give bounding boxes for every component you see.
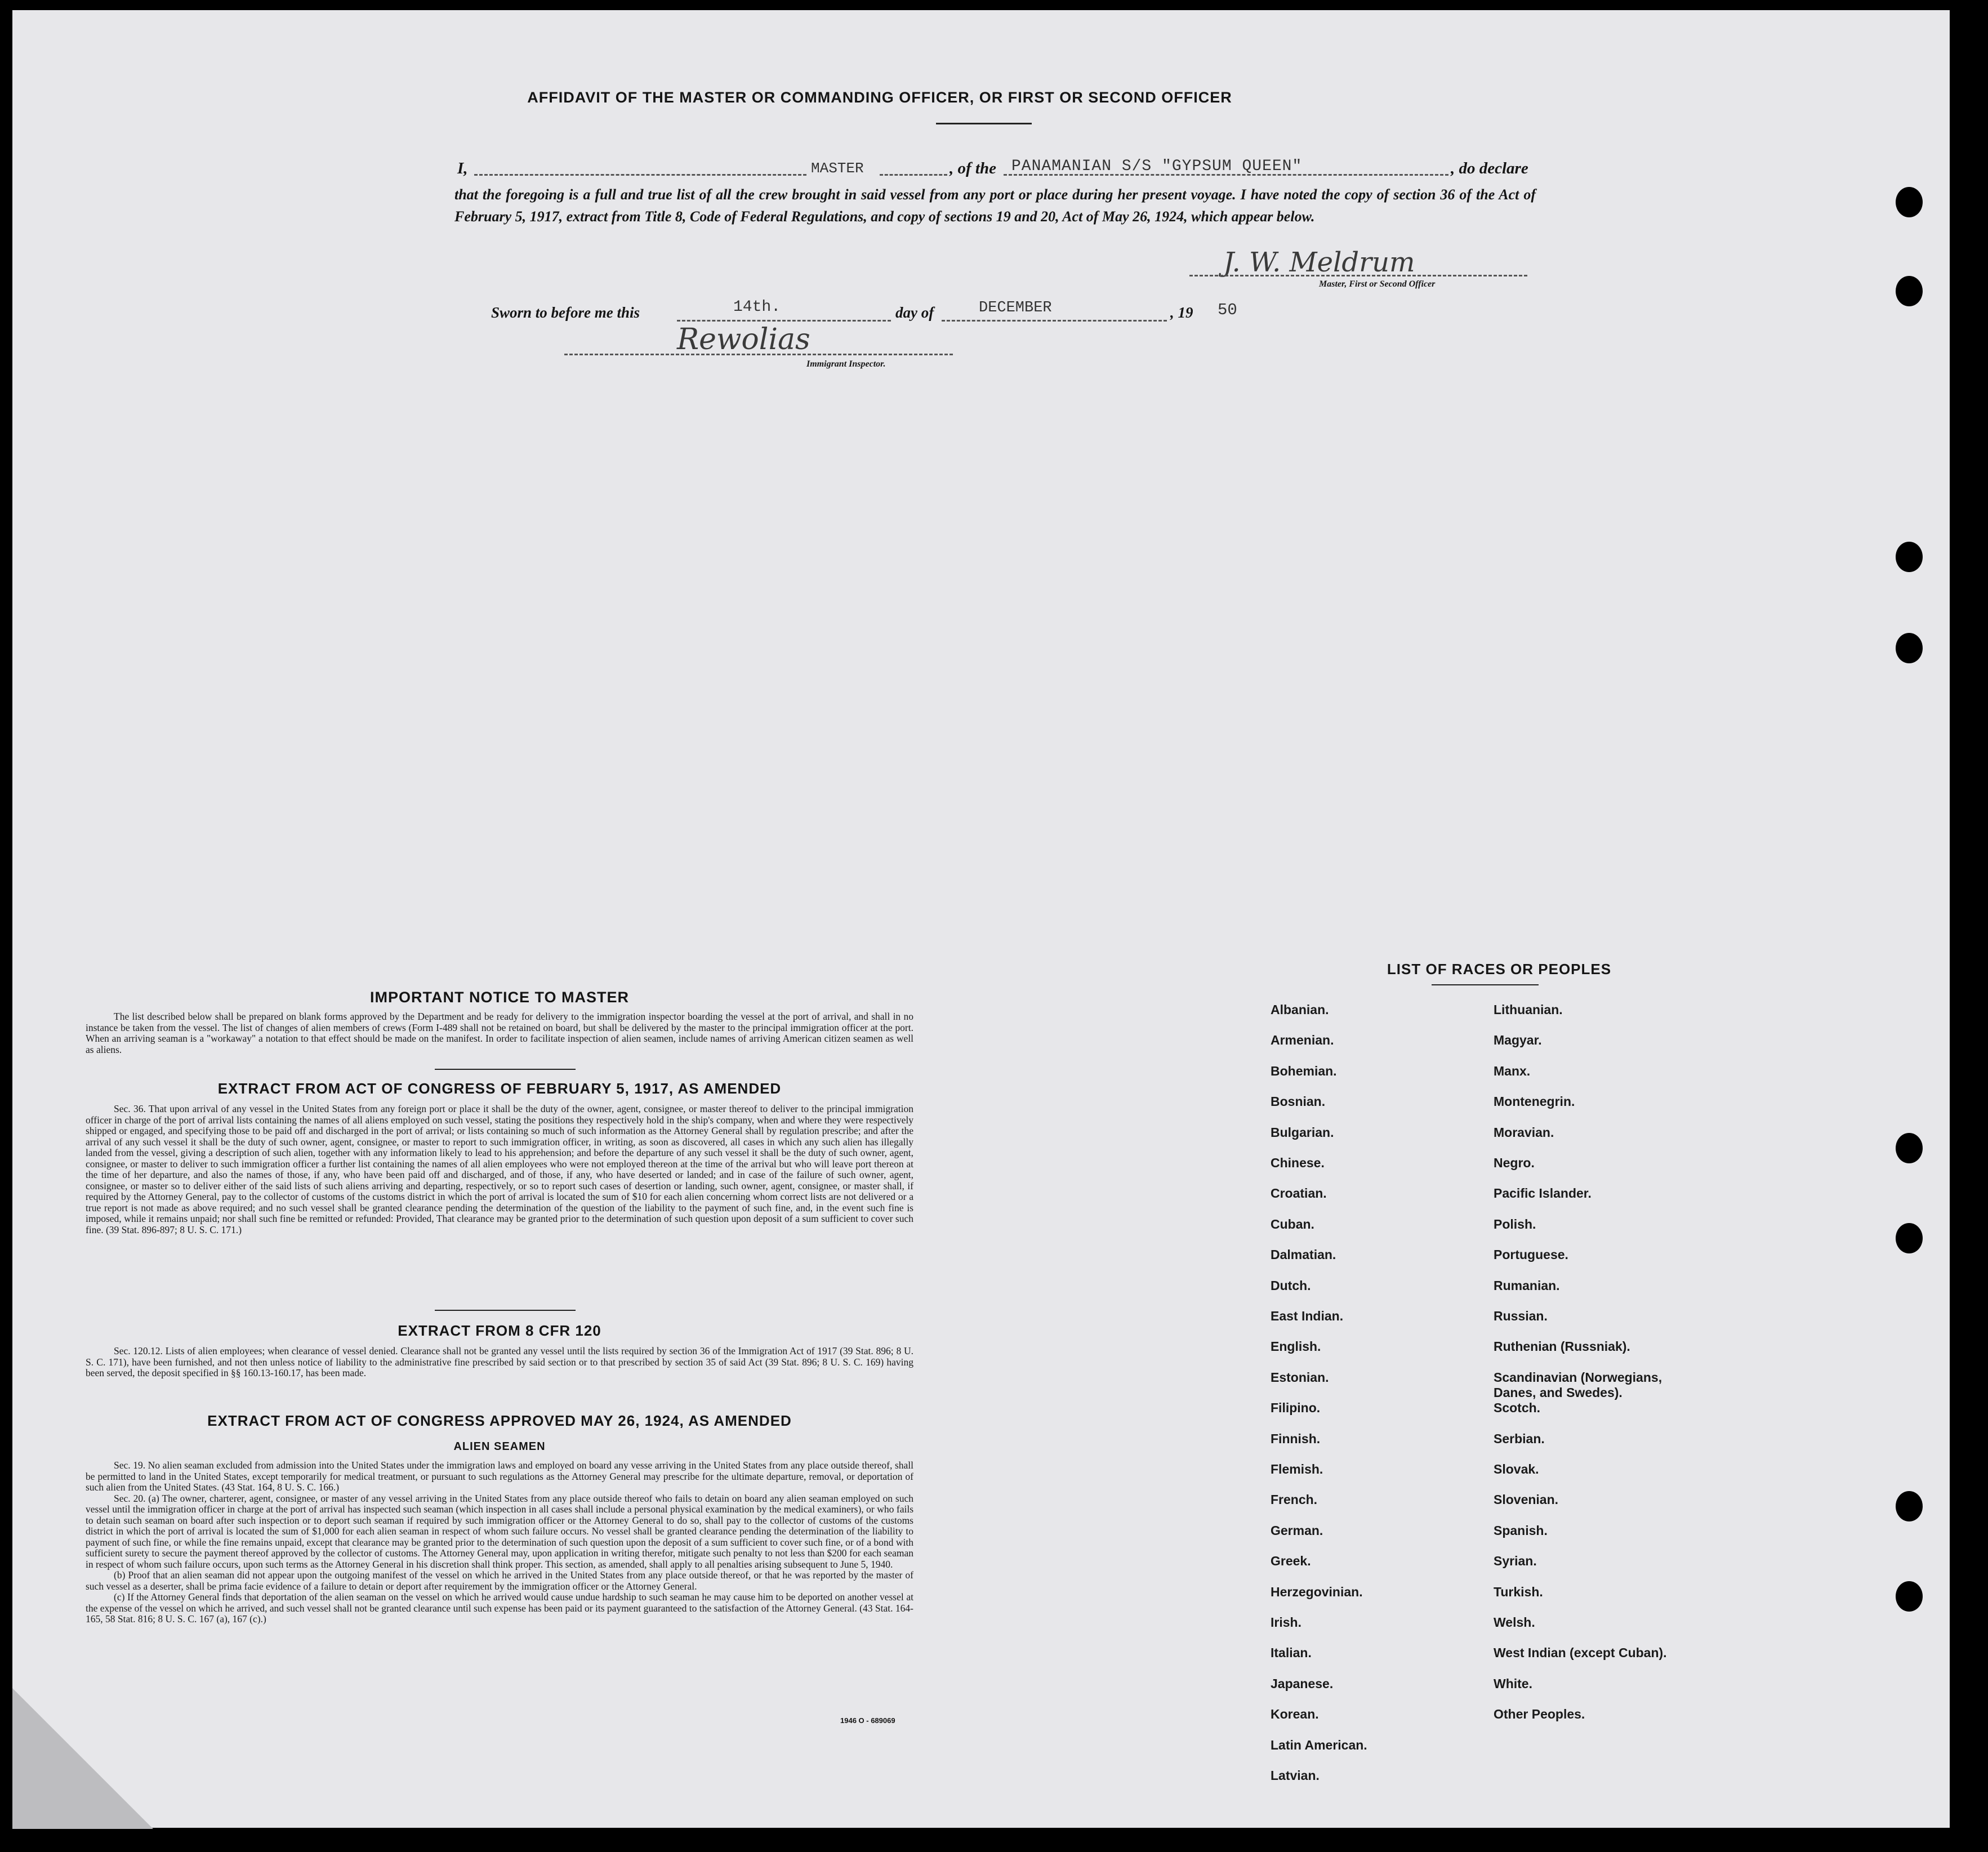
race-item: Latin American. [1271,1737,1367,1752]
sec-20c-paragraph: (c) If the Attorney General finds that deportation of the alien seaman on the vessel on which he arrived would cause undue hardship to such seaman he may cause him to be deported on another vessel at the expense of the vessel on which he arrived, and such vessel shall not be granted clearance until such expense has been paid or its payment guaranteed to the satisfaction of the Attorney General. (43 Stat. 164-165, 58 Stat. 816; 8 U. S. C. 167 (a), 167 (c).) [86,1591,913,1625]
do-declare-label: , do declare [1451,159,1528,177]
vessel-value: PANAMANIAN S/S "GYPSUM QUEEN" [1011,158,1303,175]
punch-hole [1896,1133,1923,1163]
punch-hole [1896,1491,1923,1521]
act-1917-body [86,1104,913,1235]
race-item: White. [1494,1676,1532,1691]
document-sheet [12,10,1950,1828]
race-item: Finnish. [1271,1431,1321,1446]
race-item: Dutch. [1271,1278,1311,1293]
race-item: Syrian. [1494,1554,1537,1569]
notice-body [86,1011,913,1055]
race-item: Irish. [1271,1615,1301,1630]
race-item: Chinese. [1271,1155,1325,1170]
title-rule [936,123,1032,124]
race-item: Dalmatian. [1271,1247,1336,1262]
day-blank [677,320,891,322]
punch-hole [1896,1581,1923,1612]
inspector-caption: Immigrant Inspector. [806,359,886,369]
race-item: Moravian. [1494,1124,1554,1140]
year-value: 50 [1218,301,1237,319]
race-item: Manx. [1494,1063,1531,1078]
sec-20a-paragraph: Sec. 20. (a) The owner, charterer, agent, consignee, or master of any vessel arriving in the United States from any place outside thereof who fails to detain on board any alien seaman employed on such vessel until the immigration officer in charge at the port of arrival has inspected such seaman (which inspection in all cases shall include a personal physical examination by the medical examiners), or who fails to detain such seaman on board after such inspection or to deport such seaman if required by such immigration officer or the Attorney General to do so, shall pay to the collector of customs of the customs district in which the port of arrival is located the sum of $1,000 for each alien seaman in respect of whom such failure occurs. No vessel shall be granted clearance pending the determination of the liability to payment of such fine, or while the fine remains unpaid, except that clearance may be granted prior to the determination of such question upon the deposit of a sum sufficient to cover such fine, or of a bond with sufficient surety to secure the payment thereof approved by the collector of customs. The Attorney General may, upon application in writing therefor, mitigate such penalty to not less than $200 for each seaman in respect of whom such failure occurs, upon such terms as the Attorney General in his discretion shall think proper. This section, as amended, shall apply to all penalties arising subsequent to June 5, 1940. [86,1492,913,1570]
folded-corner [12,1688,153,1829]
print-code: 1946 O - 689069 [840,1716,895,1725]
name-blank [474,174,806,176]
sworn-label: Sworn to before me this [491,304,640,321]
race-item: Cuban. [1271,1216,1314,1231]
race-item: German. [1271,1523,1323,1538]
master-signature: J. W. Meldrum [1223,247,1415,278]
race-item: Negro. [1494,1155,1535,1170]
alien-seamen-subtitle: ALIEN SEAMEN [453,1440,546,1453]
sec-20b-paragraph: (b) Proof that an alien seaman did not appear upon the outgoing manifest of the vessel on which he arrived in the United States from any place outside thereof, or that he was reported by the master of such vessel as a deserter, shall be prima facie evidence of a failure to detain or deport after requirement by the immigration officer or the Attorney General. [86,1569,913,1592]
race-item: Italian. [1271,1645,1312,1661]
sworn-day: 14th. [733,298,781,316]
inspector-blank [564,354,953,355]
rule [435,1310,576,1311]
race-item: Bohemian. [1271,1063,1337,1078]
race-item: Scotch. [1494,1400,1541,1416]
sec-19-paragraph: Sec. 19. No alien seaman excluded from admission into the United States under the immigration laws and employed on board any vesse arriving in the United States from any place outside thereof, shall be permitted to land in the United States, except temporarily for medical treatment, or pursuant to such regulations as the Attorney General may prescribe for the ultimate departure, removal, or deportation of such alien from the United States. (43 Stat. 164, 8 U. S. C. 166.) [86,1460,913,1493]
race-item: Rumanian. [1494,1278,1560,1293]
punch-hole [1896,542,1923,572]
race-item: Albanian. [1271,1002,1329,1017]
race-item: Turkish. [1494,1584,1543,1599]
day-of-label: day of [895,304,934,321]
act-1917-title: EXTRACT FROM ACT OF CONGRESS OF FEBRUARY 5, 1917, AS AMENDED [217,1080,782,1097]
race-item: Greek. [1271,1554,1311,1569]
race-item: Polish. [1494,1216,1536,1231]
signature-blank [1189,275,1527,276]
race-item: Slovenian. [1494,1492,1559,1507]
race-item: Ruthenian (Russniak). [1494,1339,1630,1354]
races-title: LIST OF RACES OR PEOPLES [1387,961,1612,978]
race-item: Magyar. [1494,1033,1542,1048]
month-blank [942,320,1167,322]
race-item: West Indian (except Cuban). [1494,1645,1667,1661]
race-item: East Indian. [1271,1309,1344,1323]
race-item: Lithuanian. [1494,1002,1563,1017]
race-item: Armenian. [1271,1033,1334,1048]
race-item: Bosnian. [1271,1094,1326,1109]
race-item: Slovak. [1494,1462,1539,1476]
sworn-month: DECEMBER [979,300,1052,316]
notice-title: IMPORTANT NOTICE TO MASTER [370,989,629,1006]
race-item: French. [1271,1492,1318,1507]
sec-120-paragraph: Sec. 120.12. Lists of alien employees; when clearance of vessel denied. Clearance shall not be granted any vessel until the lists required by section 36 of the Immigration Act of 1917 (39 Stat. 896; 8 U. S. C. 171), have been furnished, and not then unless notice of liability to the administrative fine prescribed by said section or to that prescribed by section 35 of said Act (39 Stat. 896; 8 U. S. C. 169) having been served, the deposit specified in §§ 160.13-160.17, has been made. [86,1345,913,1378]
affidavit-i: I, [457,159,468,177]
race-item: Korean. [1271,1707,1319,1722]
sec-36-paragraph: Sec. 36. That upon arrival of any vessel in the United States from any foreign port or place it shall be the duty of the owner, agent, consignee, or master thereof to deliver to the principal immigration officer in charge of the port of arrival lists containing the names of all aliens employed on such vessel, stating the positions they respectively hold in the ship's company, when and where they were respectively shipped or engaged, and specifying those to be paid off and discharged in the port of arrival; or lists containing so much of such information as the Attorney General shall by regulation prescribe; and after the arrival of any such vessel it shall be the duty of such owner, agent, consignee, or master to report to such immigration officer, in writing, as soon as discovered, all cases in which any such alien has illegally landed from the vessel, giving a description of such alien, together with any information likely to lead to his apprehension; and before the departure of any such vessel it shall be the duty of such owner, agent, consignee, or master to deliver to such immigration officer a further list containing the names of all alien employees who were not employed thereon at the time of the arrival but who will leave port thereon at the time of her departure, and also the names of those, if any, who have been paid off and discharged, and of those, if any, who have deserted or landed; and in case of the failure of such owner, agent, consignee, or master so to deliver either of the said lists of such aliens arriving and departing, respectively, or so to report such cases of desertion or landing, such owner, agent, consignee, or master shall, if required by the Attorney General, pay to the collector of customs of the customs district in which the port of arrival is located the sum of $10 for each alien concerning whom correct lists are not delivered or a true report is not made as above required; and no such vessel shall be granted clearance pending the determination of the question of the liability to the payment of such fine, and, in the event such fine is imposed, while it remains unpaid; nor shall such fine be remitted or refunded: Provided, That clearance may be granted prior to the determination of such question upon deposit of a sum sufficient to cover such fine. (39 Stat. 896-897; 8 U. S. C. 171.) [86,1103,913,1235]
master-caption: Master, First or Second Officer [1319,279,1436,289]
race-item: Pacific Islander. [1494,1186,1592,1201]
rule [435,1069,576,1070]
of-the-label: , of the [950,159,996,177]
act-1924-title: EXTRACT FROM ACT OF CONGRESS APPROVED MAY 26, 1924, AS AMENDED [207,1412,792,1429]
inspector-signature: Rewolias [677,323,810,356]
race-item: Japanese. [1271,1676,1334,1691]
race-item: Bulgarian. [1271,1124,1334,1140]
race-item: Latvian. [1271,1768,1320,1783]
affidavit-title: AFFIDAVIT OF THE MASTER OR COMMANDING OFFICER, OR FIRST OR SECOND OFFICER [527,89,1232,106]
race-item: Portuguese. [1494,1247,1568,1262]
punch-hole [1896,276,1923,306]
race-item: Croatian. [1271,1186,1327,1201]
race-item: Spanish. [1494,1523,1548,1538]
race-item: Flemish. [1271,1462,1323,1476]
cfr-title: EXTRACT FROM 8 CFR 120 [398,1322,601,1339]
race-item: Montenegrin. [1494,1094,1575,1109]
race-item: Estonian. [1271,1369,1329,1385]
race-item: Welsh. [1494,1615,1535,1630]
race-item: Serbian. [1494,1431,1545,1446]
race-item: Herzegovinian. [1271,1584,1363,1599]
races-rule [1432,984,1539,985]
affidavit-body: that the foregoing is a full and true list of all the crew brought in said vessel from any port or place during her present voyage. I have noted the copy of section 36 of the Act of February 5, 1917, extract from Title 8, Code of Federal Regulations, and copy of sections 19 and 20, Act of May 26, 1924, which appear below. [454,186,1536,225]
punch-hole [1896,633,1923,663]
race-item: Scandinavian (Norwegians, Danes, and Swedes). [1494,1369,1662,1400]
rank-blank [880,174,947,176]
race-item: Russian. [1494,1309,1548,1323]
act-1924-body [86,1460,913,1625]
punch-hole [1896,187,1923,217]
notice-paragraph: The list described below shall be prepared on blank forms approved by the Department and be ready for delivery to the immigration inspector boarding the vessel at the port of arrival, and shall in no instance be taken from the vessel. The list of changes of alien members of crews (Form I-489 shall not be retained on board, but shall be delivered by the master to the principal immigration officer at the port. When an arriving seaman is a "workaway" a notation to that effect should be made on the manifest. In order to facilitate inspection of alien seamen, include names of arriving American citizen seamen as well as aliens. [86,1011,913,1055]
year-prefix: , 19 [1170,304,1193,321]
race-item: Filipino. [1271,1400,1321,1416]
cfr-body [86,1346,913,1379]
race-item: English. [1271,1339,1321,1354]
punch-hole [1896,1223,1923,1253]
race-item: Other Peoples. [1494,1707,1585,1722]
rank-value: MASTER [811,160,864,177]
